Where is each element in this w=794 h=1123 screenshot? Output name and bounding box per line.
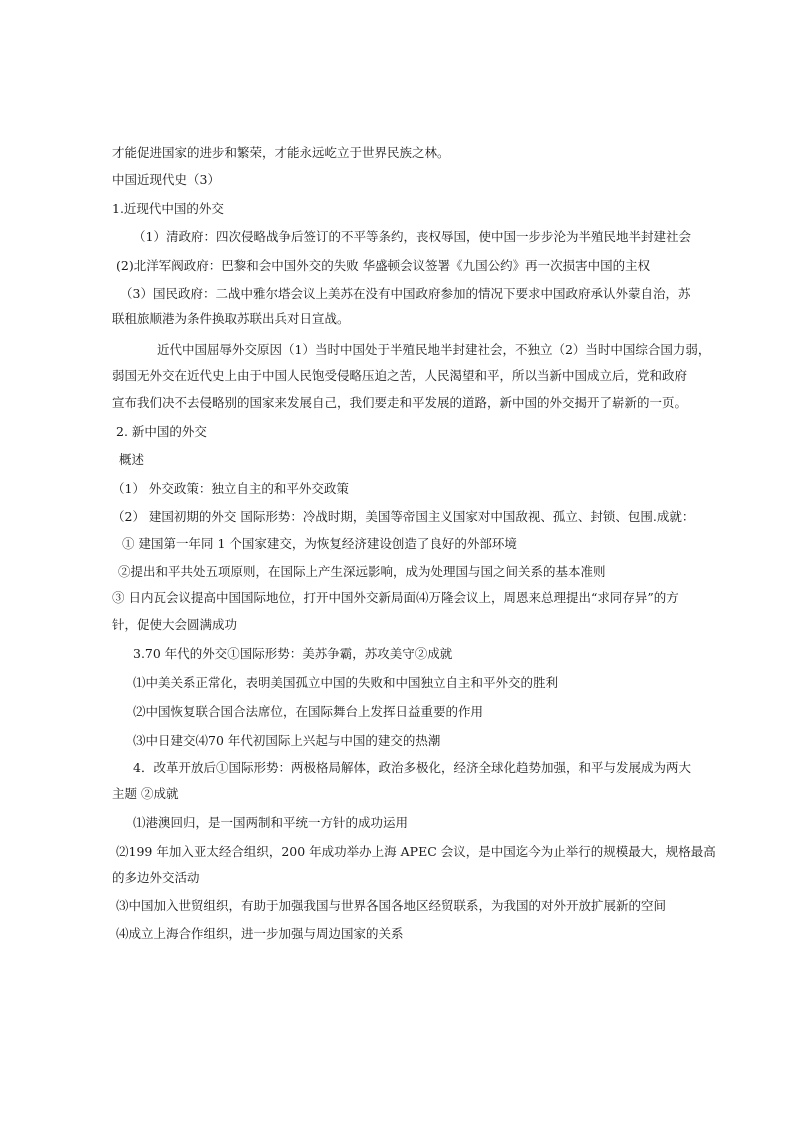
text-line: 概述 [119, 452, 145, 467]
text-line: ⑵中国恢复联合国合法席位，在国际舞台上发挥日益重要的作用 [133, 704, 484, 719]
text-line: 主题 ②成就 [112, 786, 179, 801]
text-line: (2)北洋军阀政府：巴黎和会中国外交的失败 华盛顿会议签署《九国公约》再一次损害中国的主权 [116, 258, 651, 273]
text-line: ① 建国第一年同 1 个国家建交，为恢复经济建设创造了良好的外部环境 [122, 536, 517, 551]
text-line: ⑵199 年加入亚太经合组织，200 年成功举办上海 APEC 会议，是中国迄今为止举行的规模最大，规格最高 [116, 844, 716, 859]
text-line: 弱国无外交在近代史上由于中国人民饱受侵略压迫之苦，人民渴望和平，所以当新中国成立后，党和政府 [112, 368, 688, 383]
text-line: 4．改革开放后①国际形势：两极格局解体，政治多极化，经济全球化趋势加强，和平与发展成为两大 [133, 760, 691, 775]
text-line: ⑴港澳回归，是一国两制和平统一方针的成功运用 [133, 815, 409, 830]
text-line: 的多边外交活动 [112, 870, 200, 885]
text-line: ③ 日内瓦会议提高中国国际地位，打开中国外交新局面⑷万隆会议上，周恩来总理提出“求同存异”的方 [112, 590, 679, 605]
text-line: 3.70 年代的外交①国际形势：美苏争霸，苏攻美守②成就 [133, 646, 453, 661]
text-line: （1）清政府：四次侵略战争后签订的不平等条约，丧权辱国，使中国一步步沦为半殖民地半封建社会 [133, 229, 691, 244]
text-line: 宣布我们决不去侵略别的国家来发展自己，我们要走和平发展的道路，新中国的外交揭开了崭新的一页。 [112, 395, 688, 410]
text-line: （1） 外交政策：独立自主的和平外交政策 [112, 481, 349, 496]
text-line: ⑷成立上海合作组织，进一步加强与周边国家的关系 [116, 926, 404, 941]
text-line: （3）国民政府：二战中雅尔塔会议上美苏在没有中国政府参加的情况下要求中国政府承认外蒙自治，苏 [120, 286, 691, 301]
subsection-heading: 1.近现代中国的外交 [112, 201, 224, 216]
section-heading: 中国近现代史（3） [112, 172, 220, 187]
text-line: ②提出和平共处五项原则，在国际上产生深远影响，成为处理国与国之间关系的基本准则 [118, 564, 606, 579]
subsection-heading: 2. 新中国的外交 [116, 424, 207, 439]
text-line: 才能促进国家的进步和繁荣，才能永远屹立于世界民族之林。 [112, 145, 450, 160]
text-line: 针，促使大会圆满成功 [112, 617, 238, 632]
text-line: ⑴中美关系正常化，表明美国孤立中国的失败和中国独立自主和平外交的胜利 [133, 675, 559, 690]
text-line: ⑶中日建交⑷70 年代初国际上兴起与中国的建交的热潮 [133, 733, 441, 748]
text-line: 近代中国屈辱外交原因（1）当时中国处于半殖民地半封建社会，不独立（2）当时中国综合国力弱， [157, 342, 711, 357]
text-line: 联租旅顺港为条件换取苏联出兵对日宣战。 [112, 311, 350, 326]
text-line: ⑶中国加入世贸组织，有助于加强我国与世界各国各地区经贸联系，为我国的对外开放扩展新的空间 [116, 898, 667, 913]
text-line: （2） 建国初期的外交 国际形势：冷战时期，美国等帝国主义国家对中国敌视、孤立、封锁、包围.成就： [112, 509, 695, 524]
